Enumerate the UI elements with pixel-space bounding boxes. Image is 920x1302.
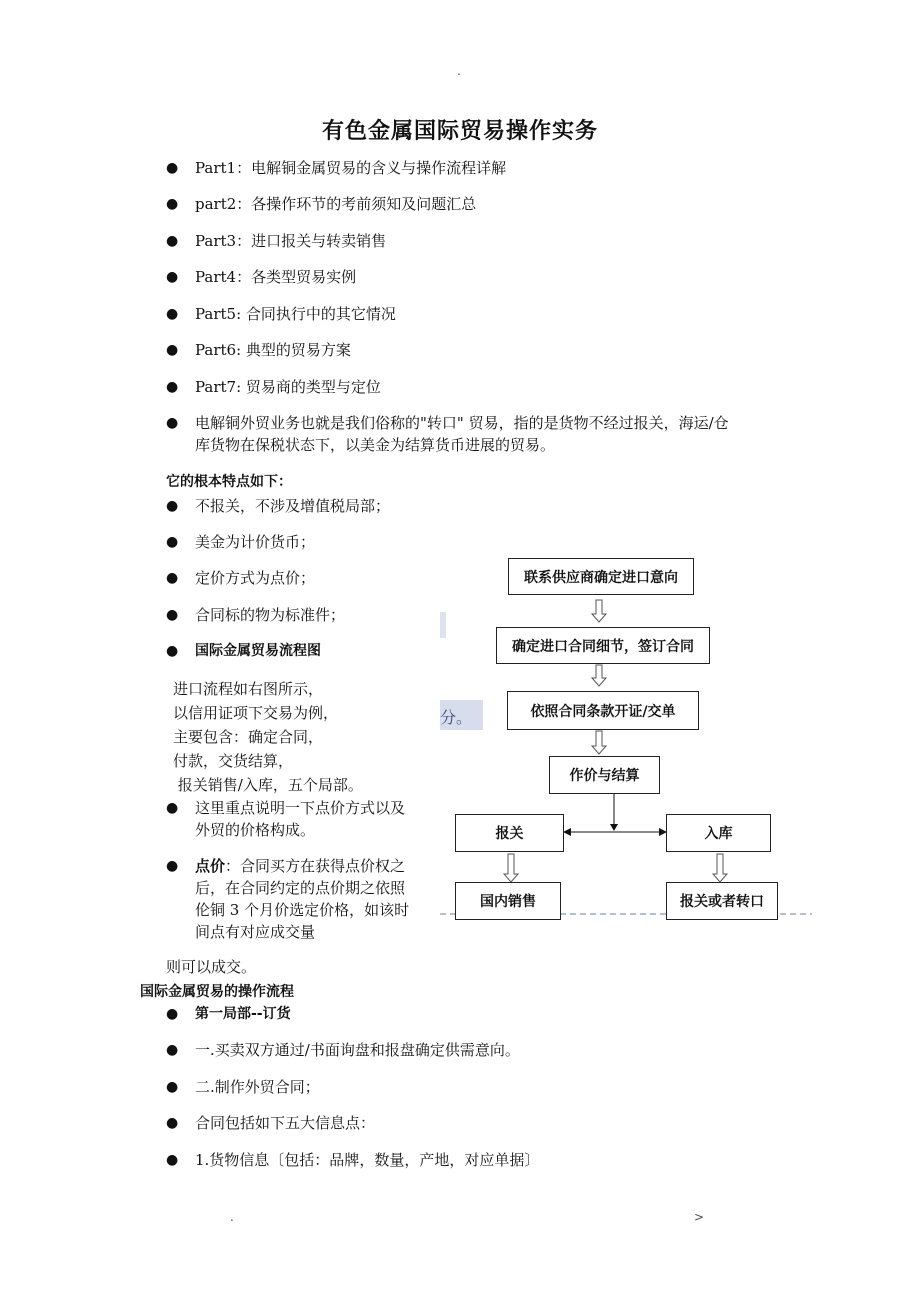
bullet-icon: ● <box>166 607 179 623</box>
focus-note: ● 这里重点说明一下点价方式以及 外贸的价格构成。 <box>166 799 406 839</box>
intro-paragraph: ● 电解铜外贸业务也就是我们俗称的"转口" 贸易，指的是货物不经过报关，海运/仓 库货物在保税状态下，以美金为结算货币进展的贸易。 <box>166 414 729 454</box>
operation-item: ● 第一局部--订货 <box>166 1003 291 1025</box>
process-note-line: 报关销售/入库，五个局部。 <box>173 776 363 794</box>
flow-step-3: 依照合同条款开证/交单 <box>507 691 699 730</box>
flow-heading-item: ● 国际金属贸易流程图 <box>166 640 321 662</box>
arrowhead <box>610 824 618 831</box>
bullet-icon: ● <box>166 415 179 431</box>
page-title: 有色金属国际贸易操作实务 <box>321 119 598 144</box>
bullet-icon: ● <box>166 1152 179 1168</box>
outline-item: ● Part7: 贸易商的类型与定位 <box>166 378 381 396</box>
process-note-line: 主要包含：确定合同， <box>173 728 324 746</box>
bullet-icon: ● <box>166 643 179 659</box>
pricing-continuation: 则可以成交。 <box>166 958 257 976</box>
outline-item: ● Part6: 典型的贸易方案 <box>166 341 351 359</box>
bullet-icon: ● <box>166 196 179 212</box>
flow-step-1: 联系供应商确定进口意向 <box>508 558 694 595</box>
outline-item: ● Part1：电解铜金属贸易的含义与操作流程详解 <box>166 159 507 177</box>
bullet-icon: ● <box>166 1006 179 1022</box>
bullet-icon: ● <box>166 1079 179 1095</box>
header-mark: . <box>457 64 461 78</box>
bullet-icon: ● <box>166 269 179 285</box>
outline-item: ● Part3：进口报关与转卖销售 <box>166 232 387 250</box>
operation-item: ● 一.买卖双方通过/书面询盘和报盘确定供需意向。 <box>166 1041 520 1059</box>
feature-item: ● 美金为计价货币； <box>166 533 316 551</box>
footer-right-mark: > <box>694 1210 705 1224</box>
down-arrow-icon <box>592 600 606 622</box>
bullet-icon: ● <box>166 306 179 322</box>
flow-step-4: 作价与结算 <box>549 756 660 794</box>
down-arrow-icon <box>592 665 606 686</box>
bullet-icon: ● <box>166 1115 179 1131</box>
down-arrow-icon <box>713 854 727 882</box>
feature-item: ● 定价方式为点价； <box>166 569 316 587</box>
flow-result-right: 报关或者转口 <box>666 882 778 920</box>
bullet-icon: ● <box>166 233 179 249</box>
feature-item: ● 不报关，不涉及增值税局部； <box>166 497 391 515</box>
flow-branch-left: 报关 <box>455 814 564 852</box>
operation-heading: 国际金属贸易的操作流程 <box>140 984 294 1000</box>
features-heading: 它的根本特点如下： <box>166 474 292 490</box>
arrowhead <box>563 828 571 836</box>
process-note-line: 付款，交货结算， <box>173 752 294 770</box>
footer-left-mark: . <box>230 1210 234 1224</box>
outline-item: ● Part5: 合同执行中的其它情况 <box>166 305 396 323</box>
feature-item: ● 合同标的物为标准件； <box>166 606 346 624</box>
outline-item: ● Part4：各类型贸易实例 <box>166 268 357 286</box>
bullet-icon: ● <box>166 1042 179 1058</box>
bullet-icon: ● <box>166 498 179 514</box>
bullet-icon: ● <box>166 342 179 358</box>
overlap-fragment: 分。 <box>440 708 473 727</box>
bullet-icon: ● <box>166 160 179 176</box>
process-note-line: 以信用证项下交易为例， <box>173 704 339 722</box>
flow-step-2: 确定进口合同细节，签订合同 <box>496 627 710 664</box>
operation-item: ● 1.货物信息〔包括：品牌，数量，产地，对应单据〕 <box>166 1151 540 1169</box>
flow-branch-right: 入库 <box>666 814 771 852</box>
operation-item: ● 合同包括如下五大信息点： <box>166 1114 376 1132</box>
bullet-icon: ● <box>166 800 179 816</box>
bullet-icon: ● <box>166 379 179 395</box>
flow-result-left: 国内销售 <box>455 882 561 920</box>
process-note-line: 进口流程如右图所示， <box>173 680 324 698</box>
operation-item: ● 二.制作外贸合同； <box>166 1078 320 1096</box>
pricing-note: ● 点价：合同买方在获得点价权之 后，在合同约定的点价期之依照 伦铜 3 个月价选定价格，如该时 间点有对应成交量 <box>166 857 410 941</box>
bullet-icon: ● <box>166 534 179 550</box>
bullet-icon: ● <box>166 570 179 586</box>
bullet-icon: ● <box>166 858 179 874</box>
down-arrow-icon <box>592 731 606 754</box>
outline-item: ● part2：各操作环节的考前须知及问题汇总 <box>166 195 477 213</box>
down-arrow-icon <box>504 854 518 882</box>
